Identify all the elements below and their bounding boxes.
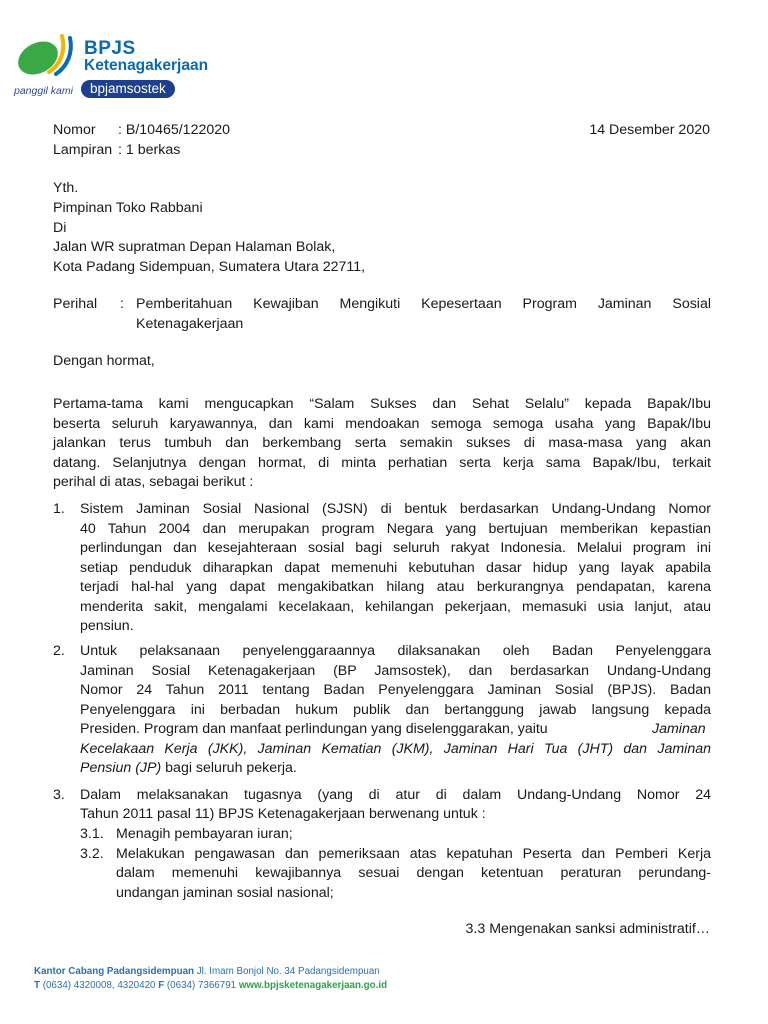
intro-line: jalankan terus tumbuh dan berkembang serta semakin sukses di masa-masa yang akan (53, 435, 711, 451)
intro-line: beserta seluruh karyawannya, dan kami mendoakan semoga semoga usaha yang Bapak/Ibu (53, 416, 711, 432)
footer-contact (34, 980, 387, 991)
footer-website-link[interactable]: www.bpjsketenagakerjaan.go.id (238, 980, 388, 991)
list-item-line-italic: Kecelakaan Kerja (JKK), Jaminan Kematian (JKM), Jaminan Hari Tua (JHT) dan Jaminan (80, 741, 711, 757)
list-item-line: Dalam melaksanakan tugasnya (yang di atur di dalam Undang-Undang Nomor 24 (80, 787, 711, 803)
list-item-number: 3. (53, 787, 65, 803)
footer-address (34, 966, 380, 977)
brand-name-line1: BPJS (84, 38, 136, 59)
sub-item-line: Melakukan pengawasan dan pemeriksaan atas kepatuhan Peserta dan Pemberi Kerja (116, 846, 711, 862)
list-item-line: terjadi hal-hal yang dapat mengakibatkan hilang atau berkurangnya pendapatan, karena (80, 579, 711, 595)
list-item-number: 2. (53, 643, 65, 659)
list-item-line: Tahun 2011 pasal 11) BPJS Ketenagakerjaan berwenang untuk : (80, 806, 486, 822)
perihal-line: Pemberitahuan Kewajiban Mengikuti Kepesertaan Program Jaminan Sosial (136, 296, 711, 312)
footer-phone-label: T (34, 980, 40, 991)
footer-fax-label: F (158, 980, 165, 991)
brand-tag-prefix: panggil kami (14, 85, 73, 97)
sub-item-line: Menagih pembayaran iuran; (116, 826, 293, 842)
footer-fax: (0634) 7366791 (164, 980, 239, 991)
perihal-label: Perihal (53, 296, 98, 312)
greeting: Dengan hormat, (53, 353, 155, 369)
nomor-value: : B/10465/122020 (118, 122, 231, 138)
footer-office: Kantor Cabang Padangsidempuan (34, 966, 195, 977)
list-item-line: menderita sakit, mengalami kecelakaan, kehilangan pekerjaan, memasuki usia lanjut, atau (80, 599, 711, 615)
list-item-line: Sistem Jaminan Sosial Nasional (SJSN) di bentuk berdasarkan Undang-Undang Nomor (80, 501, 711, 517)
list-item-line (80, 759, 297, 779)
list-item-line: Presiden. Program dan manfaat perlindungan yang diselenggarakan, yaitu (80, 721, 548, 737)
list-item-line-italic: Jaminan (652, 721, 706, 737)
sub-item-line: dalam memenuhi kewajibannya sesuai dengan ketentuan peraturan perundang- (116, 865, 711, 881)
sub-item-number: 3.1. (80, 826, 104, 842)
brand-tag-pill: bpjamsostek (81, 80, 175, 98)
nomor-label: Nomor (53, 122, 96, 138)
list-item-line: 40 Tahun 2004 dan merupakan program Negara yang bertujuan memberikan kepastian (80, 521, 711, 537)
intro-line: datang. Selanjutnya dengan hormat, di minta perhatian serta kerja sama Bapak/Ibu, terkait (53, 455, 711, 471)
lampiran-value: : 1 berkas (118, 142, 181, 158)
recipient-line: Pimpinan Toko Rabbani (53, 200, 203, 216)
perihal-line: Ketenagakerjaan (136, 316, 244, 332)
sub-item-line: undangan jaminan sosial nasional; (116, 885, 334, 901)
lampiran-label: Lampiran (53, 142, 113, 158)
letter-date: 14 Desember 2020 (589, 122, 710, 138)
list-item-line: Jaminan Sosial Ketenagakerjaan (BP Jamsostek), dan berdasarkan Undang-Undang (80, 663, 711, 679)
intro-line: perihal di atas, sebagai berikut : (53, 474, 254, 490)
list-item-number: 1. (53, 501, 65, 517)
bpjs-leaf-icon (16, 32, 78, 78)
continuation-note: 3.3 Mengenakan sanksi administratif… (465, 921, 710, 937)
footer-phones: (0634) 4320008, 4320420 (39, 980, 159, 991)
program-jp-rest: bagi seluruh pekerja. (161, 760, 297, 776)
intro-line: Pertama-tama kami mengucapkan “Salam Sukses dan Sehat Selalu” kepada Bapak/Ibu (53, 396, 711, 412)
brand-name-line2: Ketenagakerjaan (84, 57, 209, 74)
footer-address-text: Jl. Imam Bonjol No. 34 Padangsidempuan (194, 966, 380, 977)
bpjs-logo (14, 30, 274, 105)
list-item-line: pensiun. (80, 618, 134, 634)
recipient-line: Yth. (53, 180, 79, 196)
recipient-line: Di (53, 220, 67, 236)
sub-item-number: 3.2. (80, 846, 104, 862)
program-jp: Pensiun (JP) (80, 760, 162, 776)
list-item-line: setiap penduduk diharapkan dapat memenuhi kebutuhan dasar hidup yang layak apabila (80, 560, 711, 576)
recipient-line: Jalan WR supratman Depan Halaman Bolak, (53, 239, 336, 255)
list-item-line: Nomor 24 Tahun 2011 tentang Badan Penyelenggara Jaminan Sosial (BPJS). Badan (80, 682, 711, 698)
perihal-colon: : (120, 296, 124, 312)
recipient-line: Kota Padang Sidempuan, Sumatera Utara 22711, (53, 259, 366, 275)
list-item-line: Penyelenggara ini berbadan hukum publik dan bertanggung jawab langsung kepada (80, 702, 711, 718)
list-item-line: perlindungan dan kesejahteraan sosial bagi seluruh rakyat Indonesia. Melalui program ini (80, 540, 711, 556)
list-item-line: Untuk pelaksanaan penyelenggaraannya dilaksanakan oleh Badan Penyelenggara (80, 643, 711, 659)
